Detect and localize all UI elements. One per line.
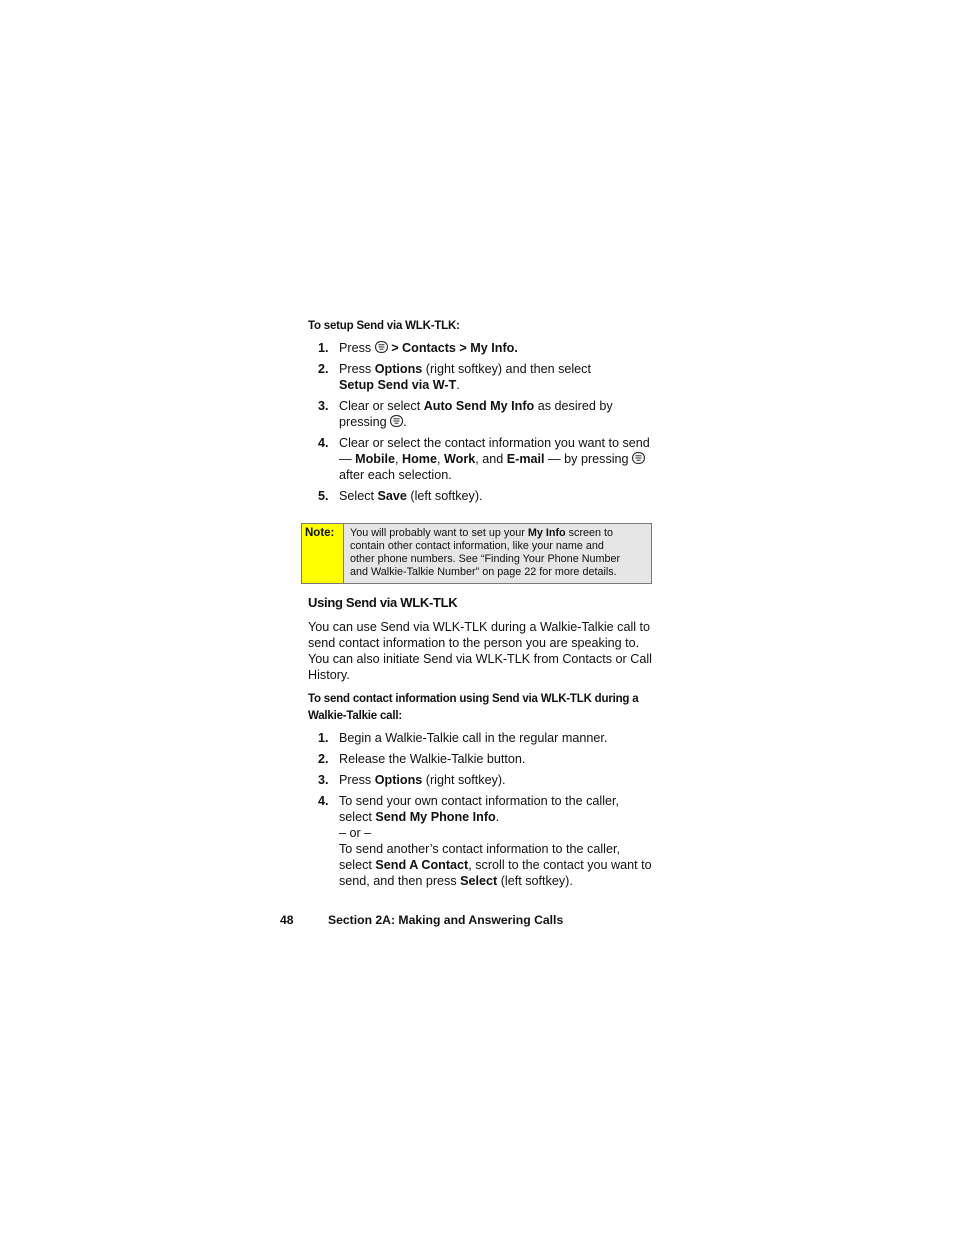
list-item: 5. Select Save (left softkey). [318,489,483,503]
list-item: 3. Clear or select Auto Send My Info as desired by pressing . [318,399,613,429]
send-steps-list [318,730,663,894]
setup-steps-list [318,340,663,509]
note-body: You will probably want to set up your My Info screen to contain other contact information, like your name and other phone numbers. See “Finding Your Phone Number and Walkie-Talkie Number” on page 22 for more details. [344,524,651,583]
footer-section-title: Section 2A: Making and Answering Calls [328,913,564,927]
list-item: 1. Press > Contacts > My Info. [318,341,518,355]
note-label: Note: [302,524,344,583]
note-box [301,523,652,584]
menu-ok-icon [375,341,388,353]
intro-paragraph: You can use Send via WLK-TLK during a Walkie-Talkie call to send contact information to the person you are speaking to. You can also initiate Send via WLK-TLK from Contacts or Call History. [308,620,652,682]
menu-ok-icon [632,452,645,464]
page-number: 48 [280,913,294,927]
list-item: 4. Clear or select the contact information you want to send — Mobile, Home, Work, and E-mail — by pressing after each selection. [318,436,650,482]
setup-heading: To setup Send via WLK-TLK: [308,320,460,332]
list-item: 2. Release the Walkie-Talkie button. [318,752,526,766]
section-heading: Using Send via WLK-TLK [308,595,458,610]
list-item: 4. To send your own contact information to the caller, select Send My Phone Info. – or – To send another’s contact information to the caller, select Send A Contact, scroll to the contact you want to send, and then press Select (left softkey). [318,794,652,888]
list-item: 3. Press Options (right softkey). [318,773,506,787]
send-heading: To send contact information using Send via WLK-TLK during a Walkie-Talkie call: [308,693,639,722]
menu-ok-icon [390,415,403,427]
list-item: 1. Begin a Walkie-Talkie call in the regular manner. [318,731,608,745]
list-item: 2. Press Options (right softkey) and then select Setup Send via W-T. [318,362,591,392]
